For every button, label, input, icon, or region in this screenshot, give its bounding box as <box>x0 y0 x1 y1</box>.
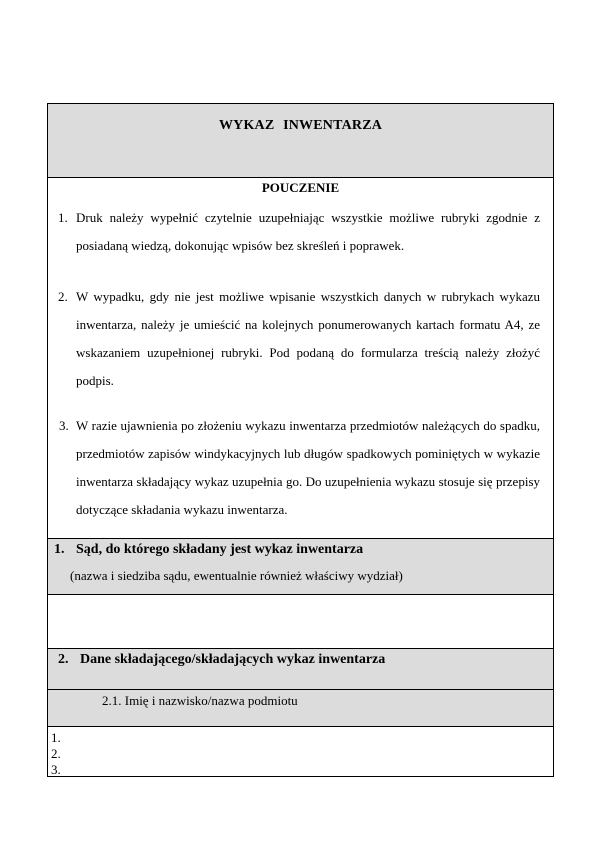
names-list <box>51 730 61 778</box>
section-number: 2. <box>58 652 69 667</box>
subsection-name-label: 2.1. Imię i nazwisko/nazwa podmiotu <box>102 693 298 708</box>
instructions-section <box>48 178 553 539</box>
section-court-title <box>54 542 363 558</box>
instructions-heading: POUCZENIE <box>261 180 340 195</box>
subsection-name-header <box>48 690 553 727</box>
instruction-text: W razie ujawnienia po złożeniu wykazu inwentarza przedmiotów należących do spadku, przedmiotów zapisów windykacyjnych lub długów spadkowych pominiętych w wykazie inwentarza składający wykaz uzupełnia go. Do uzupełnienia wykazu stosuje się przepisy dotyczące składania wykazu inwentarza. <box>76 418 540 517</box>
section-submitter-title <box>58 652 385 668</box>
section-title-text: Dane składającego/składających wykaz inwentarza <box>80 652 386 667</box>
section-court-subtitle: (nazwa i siedziba sądu, ewentualnie również właściwy wydział) <box>70 568 403 583</box>
title-row <box>48 104 553 178</box>
instruction-number: 2. <box>58 289 68 304</box>
section-court-header <box>48 539 553 595</box>
court-name-field[interactable] <box>48 595 553 649</box>
instruction-number: 3. <box>59 418 69 433</box>
instruction-text: W wypadku, gdy nie jest możliwe wpisanie wszystkich danych w rubrykach wykazu inwentarza, należy je umieścić na kolejnych ponumerowanych kartach formatu A4, ze wskazaniem uzupełnionej rubryki. Pod podaną do formularza treścią należy złożyć podpis. <box>76 289 540 388</box>
section-submitter-header <box>48 649 553 690</box>
list-item: 1. <box>51 730 61 745</box>
instruction-item <box>58 204 540 260</box>
section-number: 1. <box>54 542 65 557</box>
instruction-number: 1. <box>58 210 68 225</box>
list-item: 3. <box>51 762 61 777</box>
list-item: 2. <box>51 746 61 761</box>
instruction-item <box>59 412 540 524</box>
section-title-text: Sąd, do którego składany jest wykaz inwentarza <box>76 542 364 557</box>
document-title: WYKAZ INWENTARZA <box>218 118 383 133</box>
inventory-form <box>47 103 554 777</box>
instruction-item <box>58 283 540 395</box>
instruction-text: Druk należy wypełnić czytelnie uzupełniając wszystkie możliwe rubryki zgodnie z posiadaną wiedzą, dokonując wpisów bez skreśleń i poprawek. <box>76 210 540 253</box>
names-field[interactable] <box>48 727 553 776</box>
